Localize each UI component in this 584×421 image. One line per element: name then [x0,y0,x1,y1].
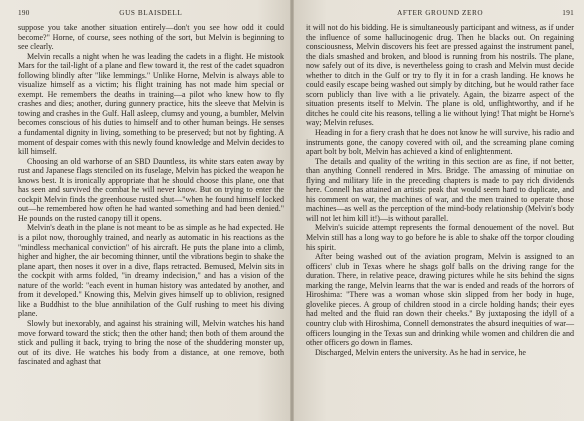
page-number-right: 191 [562,9,574,17]
paragraph: Choosing an old warhorse of an SBD Dauntless, its white stars eaten away by rust and Japanese flags stenciled on its fuselage, Melvin has picked the weapon he knows best. It is ironically appropriate that he should choose this plane, one that has seen and survived the combat he will never know. But on trying to enter the cockpit Melvin finds the greenhouse rusted shut—"when he found himself locked out—he remembered how often he had wanted something and had been denied." He pounds on the rusted canopy till it opens. [18,156,284,223]
book-gutter [290,0,294,421]
paragraph: it will not do his bidding. He is simultaneously participant and witness, as if under the influence of some hallucinogenic drug. Then he blacks out. On regaining consciousness, Melvin discovers his feet are pressed against the instrument panel, the dials smashed and broken, and blood is running from his nostrils. The plane, now safely out of its dive, is nevertheless going to crash and Melvin must decide whether to ditch in the Gulf or try to fly it in for a crash landing. He knows he could easily escape being washed out simply by ditching, but he would rather face scorn publicly than live with a lie privately. Again, the bizarre aspect of the situation presents itself to Melvin. The plane is old, unflightworthy, and if he ditches he could cite his reasons, telling a lie without lying! That might be Horne's way; Melvin refuses. [306,23,574,128]
paragraph: After being washed out of the aviation program, Melvin is assigned to an officers' club in Texas where he shags golf balls on the driving range for the duration. There, in relative peace, drawing pictures while he sits behind the signs marking the range, Melvin learns that the war is ended and reads of the horrors of Hiroshima: "There was a woman whose skin slipped from her body in huge, glovelike pieces. A group of children stood in a circle holding hands; their eyes had melted and the fluid ran down their cheeks." By juxtaposing the idyll of a country club with Hiroshima, Connell demonstrates the absurd inequities of war—officers lounging in the Texas sun and drinking while women and children die and other officers go down in flames. [306,252,574,348]
paragraph: Discharged, Melvin enters the university. As he had in service, he [315,347,526,357]
left-page-body [18,23,284,367]
paragraph: Slowly but inexorably, and against his straining will, Melvin watches his hand move forward toward the stick; then the other hand; then both of them around the stick and pulling it back, trying to bring the nose of the shuddering monster up, out of its dive. He watches his body from a distance, at one remove, both fascinated and aghast that [18,318,284,367]
left-page-header [18,9,284,20]
page-number-left: 190 [18,9,30,17]
paragraph: suppose you take another situation entirely—don't you see how odd it could become?" Horne, of course, sees nothing of the sort, but Melvin is beginning to see clearly. [18,23,284,52]
paragraph: Melvin's death in the plane is not meant to be as simple as he had expected. He is a pilot now, thoroughly trained, and nearly as automatic in his reactions as the "mindless mechanical conviction" of his aircraft. He puts the plane into a climb, higher and higher, the air becoming thinner, until the vibrations begin to shake the plane apart, then noses it over in a dive, flaps retracted. Bemused, Melvin sits in the cockpit with arms folded, "in dreamy indecision," and has a vision of the nature of the world: "each event in human history was antedated by another, and from it developed." Knowing this, Melvin gives himself up to oblivion, resigned like a Buddhist to the blue annihilation of the Gulf rushing to meet his diving plane. [18,223,284,319]
paragraph: The details and quality of the writing in this section are as fine, if not better, than anything Connell rendered in Mrs. Bridge. The amassing of minutiae on flying and military life in the preceding chapters is made to pay rich dividends here. Connell has attained an artistic peak that would seem hard to duplicate, and his comment on war, the machines of war, and the men trained to operate those machines—as well as the perception of the mind-body relationship (Melvin's body will not let him kill it!)—is without parallel. [306,156,574,223]
paragraph: Melvin recalls a night when he was leading the cadets in a flight. He mistook Mars for the tail-light of a plane and flew toward it, the rest of the cadet squadron following blindly after "like lemmings." Unlike Horne, Melvin is always able to visualize himself as a victim; his flight training has not made him special or exempt. He remembers the deaths in training—a pilot who knew how to fly crashes and dies; another, during gunnery practice, hits the sleeve that Melvin is towing and crashes in the Gulf. Hall asleep, clumsy and young, a bumbler, Melvin becomes conscious of his duties to himself and to other human beings. He senses a fundamental dignity in living, something to be preserved; but not by fighting. A moment of despair comes with this newly found knowledge and Melvin decides to kill himself. [18,51,284,157]
running-head-left: GUS BLAISDELL [119,9,183,17]
right-page [292,0,584,421]
paragraph: Melvin's suicide attempt represents the formal denouement of the novel. But Melvin still has a long way to go before he is able to shake off the torpor clouding his spirit. [306,223,574,252]
paragraph: Heading in for a fiery crash that he does not know he will survive, his radio and instruments gone, the canopy covered with oil, and the screaming plane coming apart bolt by bolt, Melvin has achieved a kind of enlightenment. [306,128,574,157]
running-head-right: AFTER GROUND ZERO [397,9,484,17]
right-page-body [306,23,574,357]
right-page-header [306,9,574,20]
